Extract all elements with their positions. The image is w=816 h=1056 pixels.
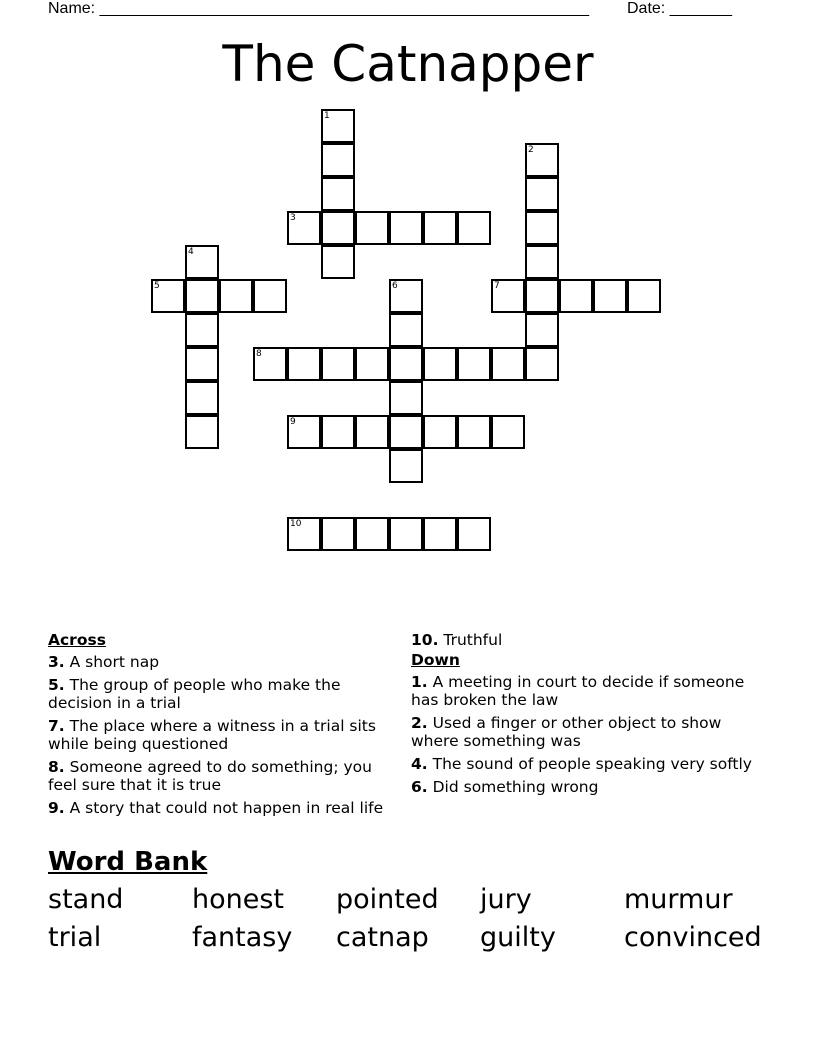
clue-down-4: 4. The sound of people speaking very softly <box>411 755 752 773</box>
clue-across-8: 8. Someone agreed to do something; you feel sure that it is true <box>48 758 372 794</box>
grid-cell[interactable] <box>253 347 287 381</box>
clue-number: 3 <box>290 213 296 223</box>
grid-cell[interactable] <box>321 517 355 551</box>
clue-across-5: 5. The group of people who make the decision in a trial <box>48 676 341 712</box>
grid-cell[interactable] <box>593 279 627 313</box>
grid-cell[interactable] <box>355 415 389 449</box>
word-bank-word: jury <box>480 884 532 915</box>
clue-number: 10 <box>290 519 302 529</box>
grid-cell[interactable] <box>185 347 219 381</box>
grid-cell[interactable] <box>389 313 423 347</box>
grid-cell[interactable] <box>219 279 253 313</box>
grid-cell[interactable] <box>389 449 423 483</box>
clue-number: 6 <box>392 281 398 291</box>
grid-cell[interactable] <box>389 211 423 245</box>
grid-cell[interactable] <box>525 347 559 381</box>
grid-cell[interactable] <box>185 245 219 279</box>
clue-across-9: 9. A story that could not happen in real life <box>48 799 384 817</box>
grid-cell[interactable] <box>457 347 491 381</box>
grid-cell[interactable] <box>457 517 491 551</box>
grid-cell[interactable] <box>355 347 389 381</box>
word-bank-word: convinced <box>624 922 762 953</box>
grid-cell[interactable] <box>321 347 355 381</box>
word-bank-word: stand <box>48 884 124 915</box>
grid-cell[interactable] <box>423 415 457 449</box>
grid-cell[interactable] <box>525 143 559 177</box>
grid-cell[interactable] <box>491 347 525 381</box>
grid-cell[interactable] <box>525 313 559 347</box>
word-bank-word: guilty <box>480 922 556 953</box>
grid-cell[interactable] <box>185 415 219 449</box>
date-line: _______ <box>669 0 732 17</box>
word-bank-title: Word Bank <box>48 847 208 877</box>
grid-cell[interactable] <box>491 279 525 313</box>
word-bank-word: honest <box>192 884 285 915</box>
clue-number: 5 <box>154 281 160 291</box>
word-bank-word: trial <box>48 922 102 953</box>
grid-cell[interactable] <box>389 347 423 381</box>
clue-down-2: 2. Used a finger or other object to show where something was <box>411 714 722 750</box>
clue-number: 4 <box>188 247 194 257</box>
down-heading: Down <box>411 651 460 669</box>
clue-across-7: 7. The place where a witness in a trial sits while being questioned <box>48 717 376 753</box>
clues-column-right <box>411 631 761 801</box>
grid-cell[interactable] <box>423 211 457 245</box>
grid-cell[interactable] <box>185 313 219 347</box>
word-bank-word: fantasy <box>192 922 293 953</box>
grid-cell[interactable] <box>321 245 355 279</box>
clue-number: 2 <box>528 145 534 155</box>
word-bank-word: catnap <box>336 922 429 953</box>
clues-column-left <box>48 631 388 822</box>
grid-cell[interactable] <box>253 279 287 313</box>
grid-cell[interactable] <box>491 415 525 449</box>
grid-cell[interactable] <box>355 517 389 551</box>
clue-across-3: 3. A short nap <box>48 653 160 671</box>
clue-number: 8 <box>256 349 262 359</box>
grid-cell[interactable] <box>559 279 593 313</box>
grid-cell[interactable] <box>287 415 321 449</box>
grid-cell[interactable] <box>321 109 355 143</box>
clue-number: 9 <box>290 417 296 427</box>
grid-cell[interactable] <box>457 211 491 245</box>
clue-down-6: 6. Did something wrong <box>411 778 599 796</box>
grid-cell[interactable] <box>389 517 423 551</box>
grid-cell[interactable] <box>321 143 355 177</box>
grid-cell[interactable] <box>151 279 185 313</box>
clue-number: 1 <box>324 111 330 121</box>
clue-down-1: 1. A meeting in court to decide if someone has broken the law <box>411 673 745 709</box>
grid-cell[interactable] <box>185 381 219 415</box>
grid-cell[interactable] <box>287 517 321 551</box>
grid-cell[interactable] <box>321 211 355 245</box>
grid-cell[interactable] <box>321 415 355 449</box>
grid-cell[interactable] <box>389 279 423 313</box>
grid-cell[interactable] <box>525 177 559 211</box>
grid-cell[interactable] <box>185 279 219 313</box>
clue-number: 7 <box>494 281 500 291</box>
grid-cell[interactable] <box>321 177 355 211</box>
name-line: _______________________________________________________ <box>99 0 589 17</box>
grid-cell[interactable] <box>355 211 389 245</box>
grid-cell[interactable] <box>389 381 423 415</box>
date-label: Date: <box>627 0 670 17</box>
name-label: Name: <box>48 0 100 17</box>
page-title: The Catnapper <box>222 35 594 93</box>
grid-cell[interactable] <box>287 211 321 245</box>
grid-cell[interactable] <box>525 245 559 279</box>
grid-cell[interactable] <box>627 279 661 313</box>
grid-cell[interactable] <box>457 415 491 449</box>
grid-cell[interactable] <box>287 347 321 381</box>
word-bank-word: murmur <box>624 884 733 915</box>
word-bank-word: pointed <box>336 884 439 915</box>
clue-across-10: 10. Truthful <box>411 631 503 649</box>
grid-cell[interactable] <box>423 517 457 551</box>
grid-cell[interactable] <box>389 415 423 449</box>
grid-cell[interactable] <box>423 347 457 381</box>
grid-cell[interactable] <box>525 279 559 313</box>
grid-cell[interactable] <box>525 211 559 245</box>
across-heading: Across <box>48 631 106 649</box>
